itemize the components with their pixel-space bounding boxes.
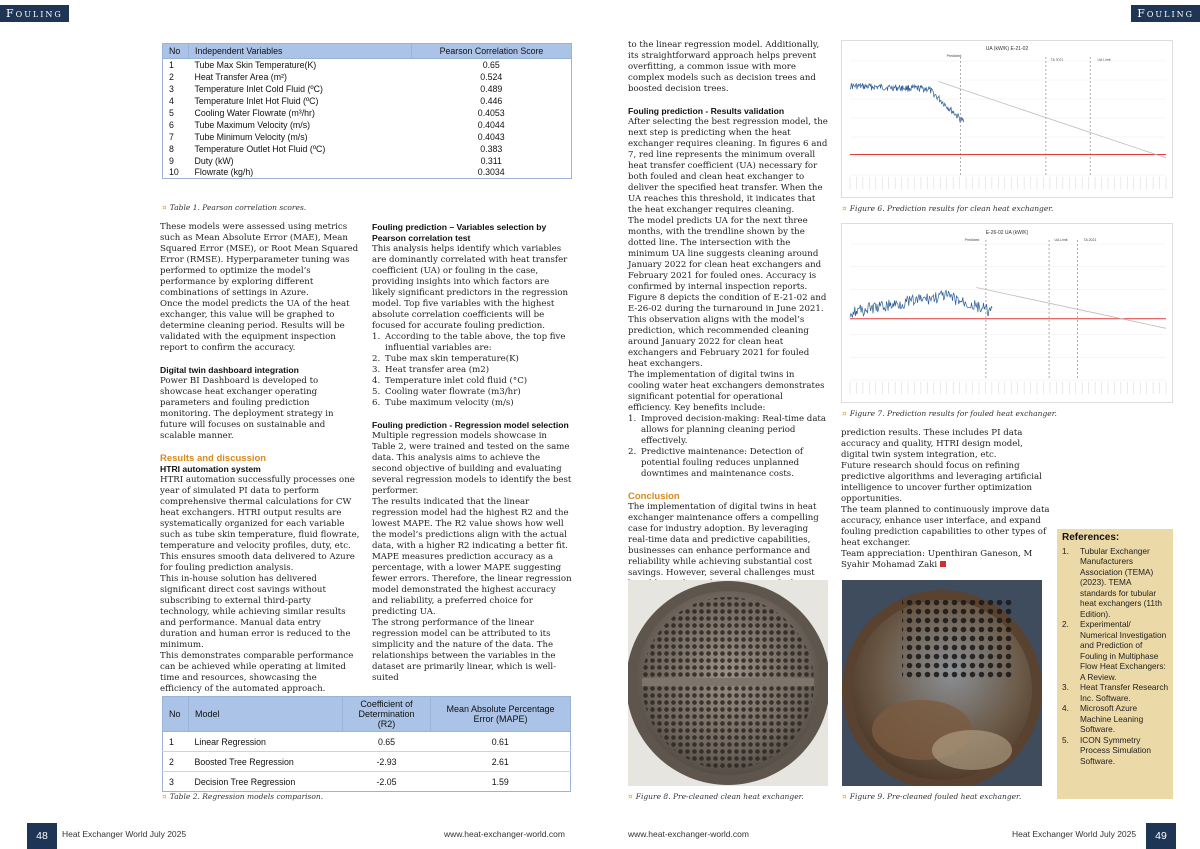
table-cell: 2 (163, 752, 189, 772)
column-4 (841, 428, 1051, 571)
table-cell: 7 (169, 131, 174, 142)
list-text: Tube maximum velocity (m/s) (385, 398, 514, 408)
list-item (628, 414, 828, 447)
figure-9-photo (842, 580, 1042, 786)
table-cell: 0.65 (343, 732, 431, 752)
table-cell: Boosted Tree Regression (189, 752, 343, 772)
figure-8-caption: ¤ Figure 8. Pre-cleaned clean heat exchanger. (628, 792, 804, 801)
table-cell: -2.05 (343, 772, 431, 792)
table-cell: 0.4053 (477, 107, 505, 118)
figure-6-svg (842, 41, 1172, 197)
list-text: Temperature inlet cold fluid (°C) (385, 376, 528, 386)
chart-label: Predicted (946, 54, 962, 58)
paragraph: The implementation of digital twins in heat exchanger maintenance offers a compelling case for industry adoption. By leveraging real-time data and predictive capabilities, businesses can enhance performance and reliability while achieving substantial cost savings. However, several challenges must (628, 502, 819, 578)
table-header-row (163, 697, 571, 732)
references-list (1062, 546, 1169, 767)
list-text: Tubular Exchanger Manufacturers Association (TEMA) (2023). TEMA standards for tubular heat exchangers (11th Edition). (1080, 545, 1162, 619)
section-tag-left: Fouling (0, 5, 69, 22)
table2-caption: ¤ Table 2. Regression models comparison. (162, 792, 324, 801)
list-text: Predictive maintenance: Detection of potential fouling reduces unplanned downtimes and maintenance costs. (641, 447, 804, 479)
page-number-left: 48 (27, 823, 57, 849)
list-text: Heat Transfer Research Inc. Software. (1080, 682, 1169, 703)
list-number: 2. (628, 447, 637, 457)
table-cell: -2.93 (343, 752, 431, 772)
table-cell: 0.4044 (477, 119, 505, 130)
table-cell: Decision Tree Regression (189, 772, 343, 792)
table-header-cell: Independent Variables (189, 44, 412, 59)
list-number: 1. (628, 414, 637, 424)
figure-7-chart (841, 223, 1173, 403)
list-number: 5. (372, 387, 381, 397)
list-item (1062, 703, 1169, 735)
influential-variables-list (372, 332, 572, 409)
table-cell: 0.524 (480, 71, 503, 82)
list-text: Tube max skin temperature(K) (385, 354, 519, 364)
list-number: 2. (1062, 619, 1069, 629)
page-number-right: 49 (1146, 823, 1176, 849)
table-row (163, 131, 572, 143)
list-number: 1. (1062, 545, 1069, 556)
section-heading: Fouling prediction - Regression model selection (372, 420, 569, 430)
list-item (372, 398, 572, 409)
website-link-right[interactable]: www.heat-exchanger-world.com (628, 829, 749, 839)
column-2 (372, 222, 572, 684)
paragraph: This demonstrates comparable performance can be achieved while operating at limited time and resources, showcasing the efficiency of the automated approach. (160, 651, 354, 694)
table-cell: Duty (kW) (194, 155, 234, 166)
end-mark-icon (940, 561, 946, 567)
table-cell: 3 (169, 83, 174, 94)
table-cell: 0.3034 (477, 167, 505, 178)
table-cell: 5 (169, 107, 174, 118)
trend-line (938, 82, 1166, 158)
figure-6-chart (841, 40, 1173, 198)
figure-9-caption: ¤ Figure 9. Pre-cleaned fouled heat exchanger. (842, 792, 1022, 801)
table-cell: 0.311 (480, 155, 502, 166)
table-cell: 10 (169, 167, 179, 178)
list-item (1062, 682, 1169, 703)
paragraph (841, 549, 1051, 571)
table-header-row (163, 44, 572, 59)
table-cell: Tube Minimum Velocity (m/s) (194, 131, 308, 142)
table-row (163, 59, 572, 71)
paragraph: The strong performance of the linear regression model can be attributed to its simplicity and the nature of the data. The relationships between the variables in the dataset are primarily linear, which is well-suited (372, 618, 557, 683)
references-title: References: (1062, 532, 1120, 543)
figure-6-caption: ¤ Figure 6. Prediction results for clean heat exchanger. (842, 204, 1054, 213)
figure-7-caption: ¤ Figure 7. Prediction results for fouled heat exchanger. (842, 409, 1057, 418)
list-text: According to the table above, the top five influential variables are: (385, 332, 566, 353)
table-cell: 6 (169, 119, 174, 130)
publication-name-left: Heat Exchanger World July 2025 (62, 829, 187, 839)
paragraph: The implementation of digital twins in cooling water heat exchangers demonstrates significant potential for operational efficiency. Key benefits include: (628, 370, 825, 413)
list-text: Cooling water flowrate (m3/hr) (385, 387, 521, 397)
table-row (163, 95, 572, 107)
paragraph: The team planned to continuously improve data accuracy, enhance user interface, and expand fouling prediction capabilities to other types of heat exchanger. (841, 505, 1050, 548)
paragraph: Multiple regression models showcase in Table 2, were trained and tested on the same data. This analysis aims to achieve the second objective of building and evaluating several regression models to identify the best performer. (372, 431, 572, 496)
table-cell: Linear Regression (189, 732, 343, 752)
list-item (628, 447, 828, 480)
table-cell: Tube Maximum Velocity (m/s) (194, 119, 311, 130)
paragraph: Power BI Dashboard is developed to showcase heat exchanger operating parameters and fouling prediction monitoring. The deployment strategy in future will focuses on sustainable and scalable manner. (160, 376, 334, 441)
list-item (1062, 735, 1169, 767)
subsection-heading: HTRI automation system (160, 464, 261, 474)
list-number: 3. (1062, 682, 1069, 692)
list-number: 6. (372, 398, 381, 408)
table-cell: 4 (169, 95, 174, 106)
table-header-cell: Model (189, 697, 343, 732)
paragraph: This analysis helps identify which variables are dominantly correlated with heat transfer coefficient (UA) or fouling in the case, providing insights into which factors are likely significant predictors in the regression model. Top five variables with the highest absolute correlation coefficients will be focused for accurate fouling prediction. (372, 244, 569, 331)
list-item (372, 354, 572, 365)
table-cell: 2.61 (431, 752, 571, 772)
list-text: Experimental/ Numerical Investigation and Prediction of Fouling in Multiphase Flow Heat Exchangers: A Review. (1080, 619, 1167, 682)
table-cell: 1 (163, 732, 189, 752)
list-text: Heat transfer area (m2) (385, 365, 490, 375)
table-row (163, 167, 572, 179)
publication-name-right: Heat Exchanger World July 2025 (1012, 829, 1137, 839)
table-cell: 1 (169, 59, 174, 70)
list-item (1062, 546, 1169, 620)
table-header-cell: Coefficient of Determination (R2) (343, 697, 431, 732)
table-cell: Temperature Outlet Hot Fluid (ºC) (194, 143, 326, 154)
table-cell: 0.61 (431, 732, 571, 752)
table-cell: Heat Transfer Area (m²) (194, 71, 287, 82)
table-cell: 0.446 (480, 95, 503, 106)
list-item (372, 365, 572, 376)
paragraph: These models were assessed using metrics such as Mean Absolute Error (MAE), Mean Squared Error (MSE), or Root Mean Squared Error (RMSE). Hyperparameter tuning was performed to optimize the model’s performance by exploring different combinations of settings in Azure. (160, 222, 359, 298)
list-number: 3. (372, 365, 381, 375)
figure-8-photo (628, 580, 828, 786)
pearson-correlation-table (162, 43, 572, 179)
chart-title: E-26-02 UA (kW/K) (985, 230, 1029, 236)
table-row (163, 83, 572, 95)
chart-label: UA Limit (1097, 58, 1111, 62)
paragraph: to the linear regression model. Additionally, its straightforward approach helps prevent overfitting, a common issue with more complex models such as decision trees and boosted decision trees. (628, 40, 820, 94)
table-row (163, 107, 572, 119)
table-row (163, 752, 571, 772)
references-box (1057, 529, 1173, 799)
section-heading: Fouling prediction - Results validation (628, 106, 785, 116)
section-heading: Digital twin dashboard integration (160, 365, 299, 375)
table1-caption: ¤ Table 1. Pearson correlation scores. (162, 203, 307, 212)
fouled-tubesheet-image (842, 580, 1042, 786)
paragraph: prediction results. These includes PI data accuracy and quality, HTRI design model, digital twin system integration, etc. (841, 428, 1023, 460)
list-number: 4. (1062, 703, 1069, 713)
list-text: Improved decision-making: Real-time data allows for planning cleaning period effectively. (641, 414, 827, 446)
list-number: 1. (372, 332, 381, 342)
table-cell: Flowrate (kg/h) (194, 167, 254, 178)
table-cell: 0.4043 (477, 131, 505, 142)
table-cell: 8 (169, 143, 174, 154)
table-row (163, 71, 572, 83)
table-cell: 0.489 (480, 83, 503, 94)
section-tag-right: Fouling (1131, 5, 1200, 22)
table-cell: 0.383 (480, 143, 503, 154)
table-header-cell: Mean Absolute Percentage Error (MAPE) (431, 697, 571, 732)
table-cell: 3 (163, 772, 189, 792)
chart-label: TA 2021 (1083, 238, 1097, 242)
list-text: Microsoft Azure Machine Leaning Software. (1080, 703, 1144, 734)
table-cell: 1.59 (431, 772, 571, 792)
list-item (372, 387, 572, 398)
table-row (163, 155, 572, 167)
chart-label: UA Limit (1054, 238, 1068, 242)
table-row (163, 119, 572, 131)
paragraph: The results indicated that the linear regression model had the highest R2 and the lowest MAPE. The R2 value shows how well the model’s predictions align with the actual data, with a higher R2 indicating a better fit. MAPE measures prediction accuracy as a percentage, with a lower MAPE suggesting fewer errors. Therefore, the linear regression model demonstrated the highest accuracy and reliability, a preferred choice for predicting UA. (372, 497, 572, 617)
column-1 (160, 222, 360, 695)
list-number: 4. (372, 376, 381, 386)
list-item (1062, 619, 1169, 682)
figure-7-svg (842, 224, 1172, 402)
list-text: ICON Symmetry Process Simulation Software. (1080, 734, 1152, 766)
team-appreciation: Team appreciation: Upenthiran Ganeson, M Syahir Mohamad Zaki (841, 549, 1033, 570)
clean-tubesheet-image (628, 580, 828, 786)
paragraph: Once the model predicts the UA of the heat exchanger, this value will be graphed to determine cleaning period. Results will be validated with the equipment inspection report to confirm the accuracy. (160, 299, 350, 353)
table-cell: 2 (169, 71, 174, 82)
list-number: 5. (1062, 734, 1069, 745)
paragraph: Figure 8 depicts the condition of E-21-02 and E-26-02 during the turnaround in June 2021. This observation aligns with the model’s prediction, which recommended cleaning around January 2022 for clean heat exchangers and February 2021 for fouled heat exchangers. (628, 293, 827, 369)
table-row (163, 732, 571, 752)
list-number: 2. (372, 354, 381, 364)
chart-label: TA 2021 (1050, 58, 1064, 62)
table-cell: Temperature Inlet Cold Fluid (ºC) (194, 83, 323, 94)
section-heading: Results and discussion (160, 453, 267, 464)
chart-title: UA (kW/K) E-21-02 (985, 46, 1029, 52)
table-header-cell: No (163, 697, 189, 732)
table-cell: 0.65 (482, 59, 500, 70)
list-item (372, 376, 572, 387)
section-heading: Conclusion (628, 491, 680, 502)
table-row (163, 143, 572, 155)
table-row (163, 772, 571, 792)
trend-line (976, 288, 1166, 329)
website-link-left[interactable]: www.heat-exchanger-world.com (444, 829, 565, 839)
column-3 (628, 40, 828, 590)
table-header-cell: No (163, 44, 189, 59)
paragraph: The model predicts UA for the next three months, with the trendline shown by the dotted line. The intersection with the minimum UA line suggests cleaning around January 2022 for clean heat exchangers and February 2021 for fouled ones. Accuracy is confirmed by internal inspection reports. (628, 216, 822, 292)
benefits-list (628, 414, 828, 480)
ua-series-line (850, 290, 992, 317)
regression-models-table (162, 696, 571, 792)
paragraph: Future research should focus on refining predictive algorithms and leveraging artificial intelligence to uncover further optimization opportunities. (841, 461, 1042, 504)
paragraph: HTRI automation successfully processes one year of simulated PI data to perform comprehensive thermal calculations for CW heat exchangers. HTRI output results are systematically organized for each variable such as tube skin temperature, fluid flowrate, temperature and velocity profiles, duty, etc. This ensures smooth data delivered to Azure for fouling prediction analysis. (160, 475, 360, 573)
ua-series-line (850, 83, 964, 122)
table-header-cell: Pearson Correlation Score (412, 44, 572, 59)
table-cell: Cooling Water Flowrate (m³/hr) (194, 107, 315, 118)
table-cell: Temperature Inlet Hot Fluid (ºC) (194, 95, 319, 106)
table-cell: 9 (169, 155, 174, 166)
list-item (372, 332, 572, 354)
chart-label: Predicted (964, 238, 980, 242)
table-cell: Tube Max Skin Temperature(K) (194, 59, 317, 70)
paragraph: This in-house solution has delivered significant direct cost savings without subscribing to external third-party technology, while achieving similar results and performance. Manual data entry duration and human error is reduced to the minimum. (160, 574, 351, 650)
paragraph: After selecting the best regression model, the next step is predicting when the heat exchanger requires cleaning. In figures 6 and 7, red line represents the minimum overall heat transfer coefficient (UA) necessary for both fouled and clean heat exchanger to deliver the specified heat transfer. When the UA reaches this threshold, it indicates that the heat exchanger requires cleaning. (628, 117, 828, 215)
section-heading: Fouling prediction – Variables selection by Pearson correlation test (372, 222, 547, 243)
